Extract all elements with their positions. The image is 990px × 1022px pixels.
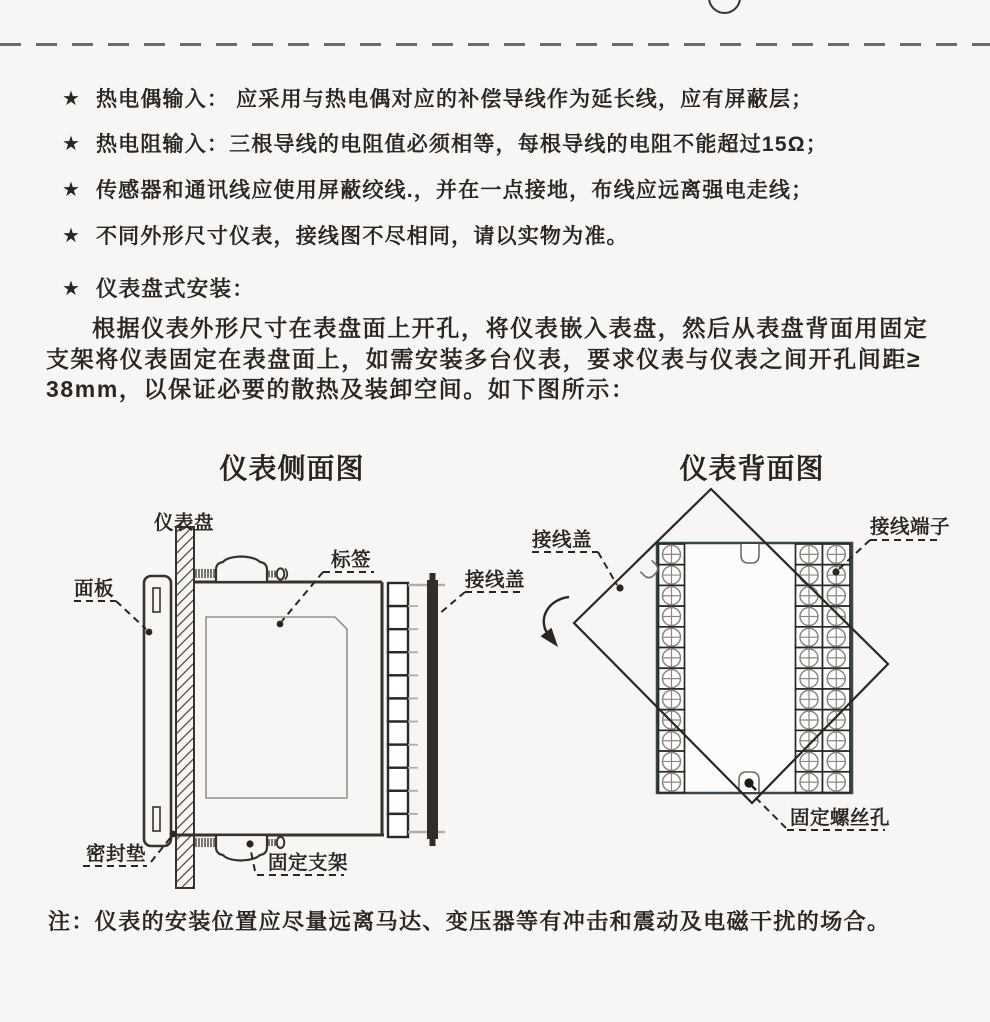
ladder-cell [388, 583, 408, 606]
star-icon: ★ [62, 88, 80, 110]
star-icon: ★ [62, 179, 80, 201]
side-view-diagram [40, 498, 535, 895]
label-panel: 仪表盘 [154, 512, 215, 534]
bullet-text: 热电阻输入：三根导线的电阻值必须相等，每根导线的电阻不能超过15Ω； [95, 133, 828, 156]
paragraph-line: 38mm，以保证必要的散热及装卸空间。如下图所示： [46, 376, 636, 403]
rotate-arrow-icon [541, 597, 570, 647]
label-terminal-cover: 接线盖 [465, 569, 526, 591]
install-paragraph [46, 313, 990, 405]
mounting-bracket-top [196, 557, 287, 583]
ladder-cell [388, 745, 408, 768]
paragraph-line: 支架将仪表固定在表盘面上，如需安装多台仪表，要求仪表与仪表之间开孔间距≥ [46, 345, 922, 372]
ladder-cell [388, 675, 408, 698]
ladder-cell [388, 722, 408, 745]
front-panel-leader-dot [146, 629, 153, 636]
terminal-leader-dot [832, 568, 839, 575]
terminal-ladder [388, 583, 418, 837]
ladder-cell [388, 814, 408, 837]
gasket-leader-dot [170, 831, 177, 838]
ladder-cell [388, 652, 408, 675]
install-heading-text: 仪表盘式安装： [95, 277, 255, 301]
bullet-shielded-wire [62, 177, 974, 204]
bullet-rtd [62, 131, 974, 158]
label-bracket: 固定支架 [268, 852, 349, 874]
label-front-panel: 面板 [74, 578, 115, 600]
side-view-title: 仪表侧面图 [219, 454, 365, 485]
ladder-cell [388, 606, 408, 629]
label-screw-hole: 固定螺丝孔 [790, 807, 891, 829]
bullet-text: 热电偶输入： 应采用与热电偶对应的补偿导线作为延长线，应有屏蔽层； [95, 88, 814, 111]
label-tag: 标签 [331, 549, 372, 571]
star-icon: ★ [62, 225, 80, 247]
label-terminal: 接线端子 [870, 516, 951, 538]
bracket-leader-dot [246, 840, 253, 847]
instrument-body [176, 582, 384, 835]
caution-note: 注：仪表的安装位置应尽量远离马达、变压器等有冲击和震动及电磁干扰的场合。 [48, 909, 891, 934]
ladder-cell [388, 629, 408, 652]
bullet-text: 传感器和通讯线应使用屏蔽绞线.，并在一点接地，布线应远离强电走线； [95, 179, 814, 202]
back-view-diagram [525, 470, 965, 845]
bullet-text: 不同外形尺寸仪表，接线图不尽相同，请以实物为准。 [95, 225, 629, 248]
front-panel-shape [144, 576, 171, 846]
ladder-cell [388, 768, 408, 791]
tag-leader-dot [277, 621, 284, 628]
ladder-cell [388, 698, 408, 721]
label-terminal-cover: 接线盖 [532, 529, 593, 551]
paragraph-line: 根据仪表外形尺寸在表盘面上开孔，将仪表嵌入表盘，然后从表盘背面用固定 [92, 315, 929, 341]
terminal-cover-bar [427, 573, 438, 846]
install-heading [62, 276, 974, 303]
dashed-separator [0, 43, 990, 46]
cover-leader-dot [616, 584, 623, 591]
bullet-thermocouple [62, 86, 974, 113]
star-icon: ★ [62, 133, 80, 155]
back-view-title: 仪表背面图 [679, 454, 825, 485]
star-icon: ★ [62, 278, 80, 300]
label-gasket: 密封垫 [86, 843, 147, 865]
ladder-cell [388, 791, 408, 814]
bullet-wiring-diagram [62, 223, 974, 250]
label-area [206, 617, 347, 798]
binder-hole-icon [708, 0, 741, 14]
